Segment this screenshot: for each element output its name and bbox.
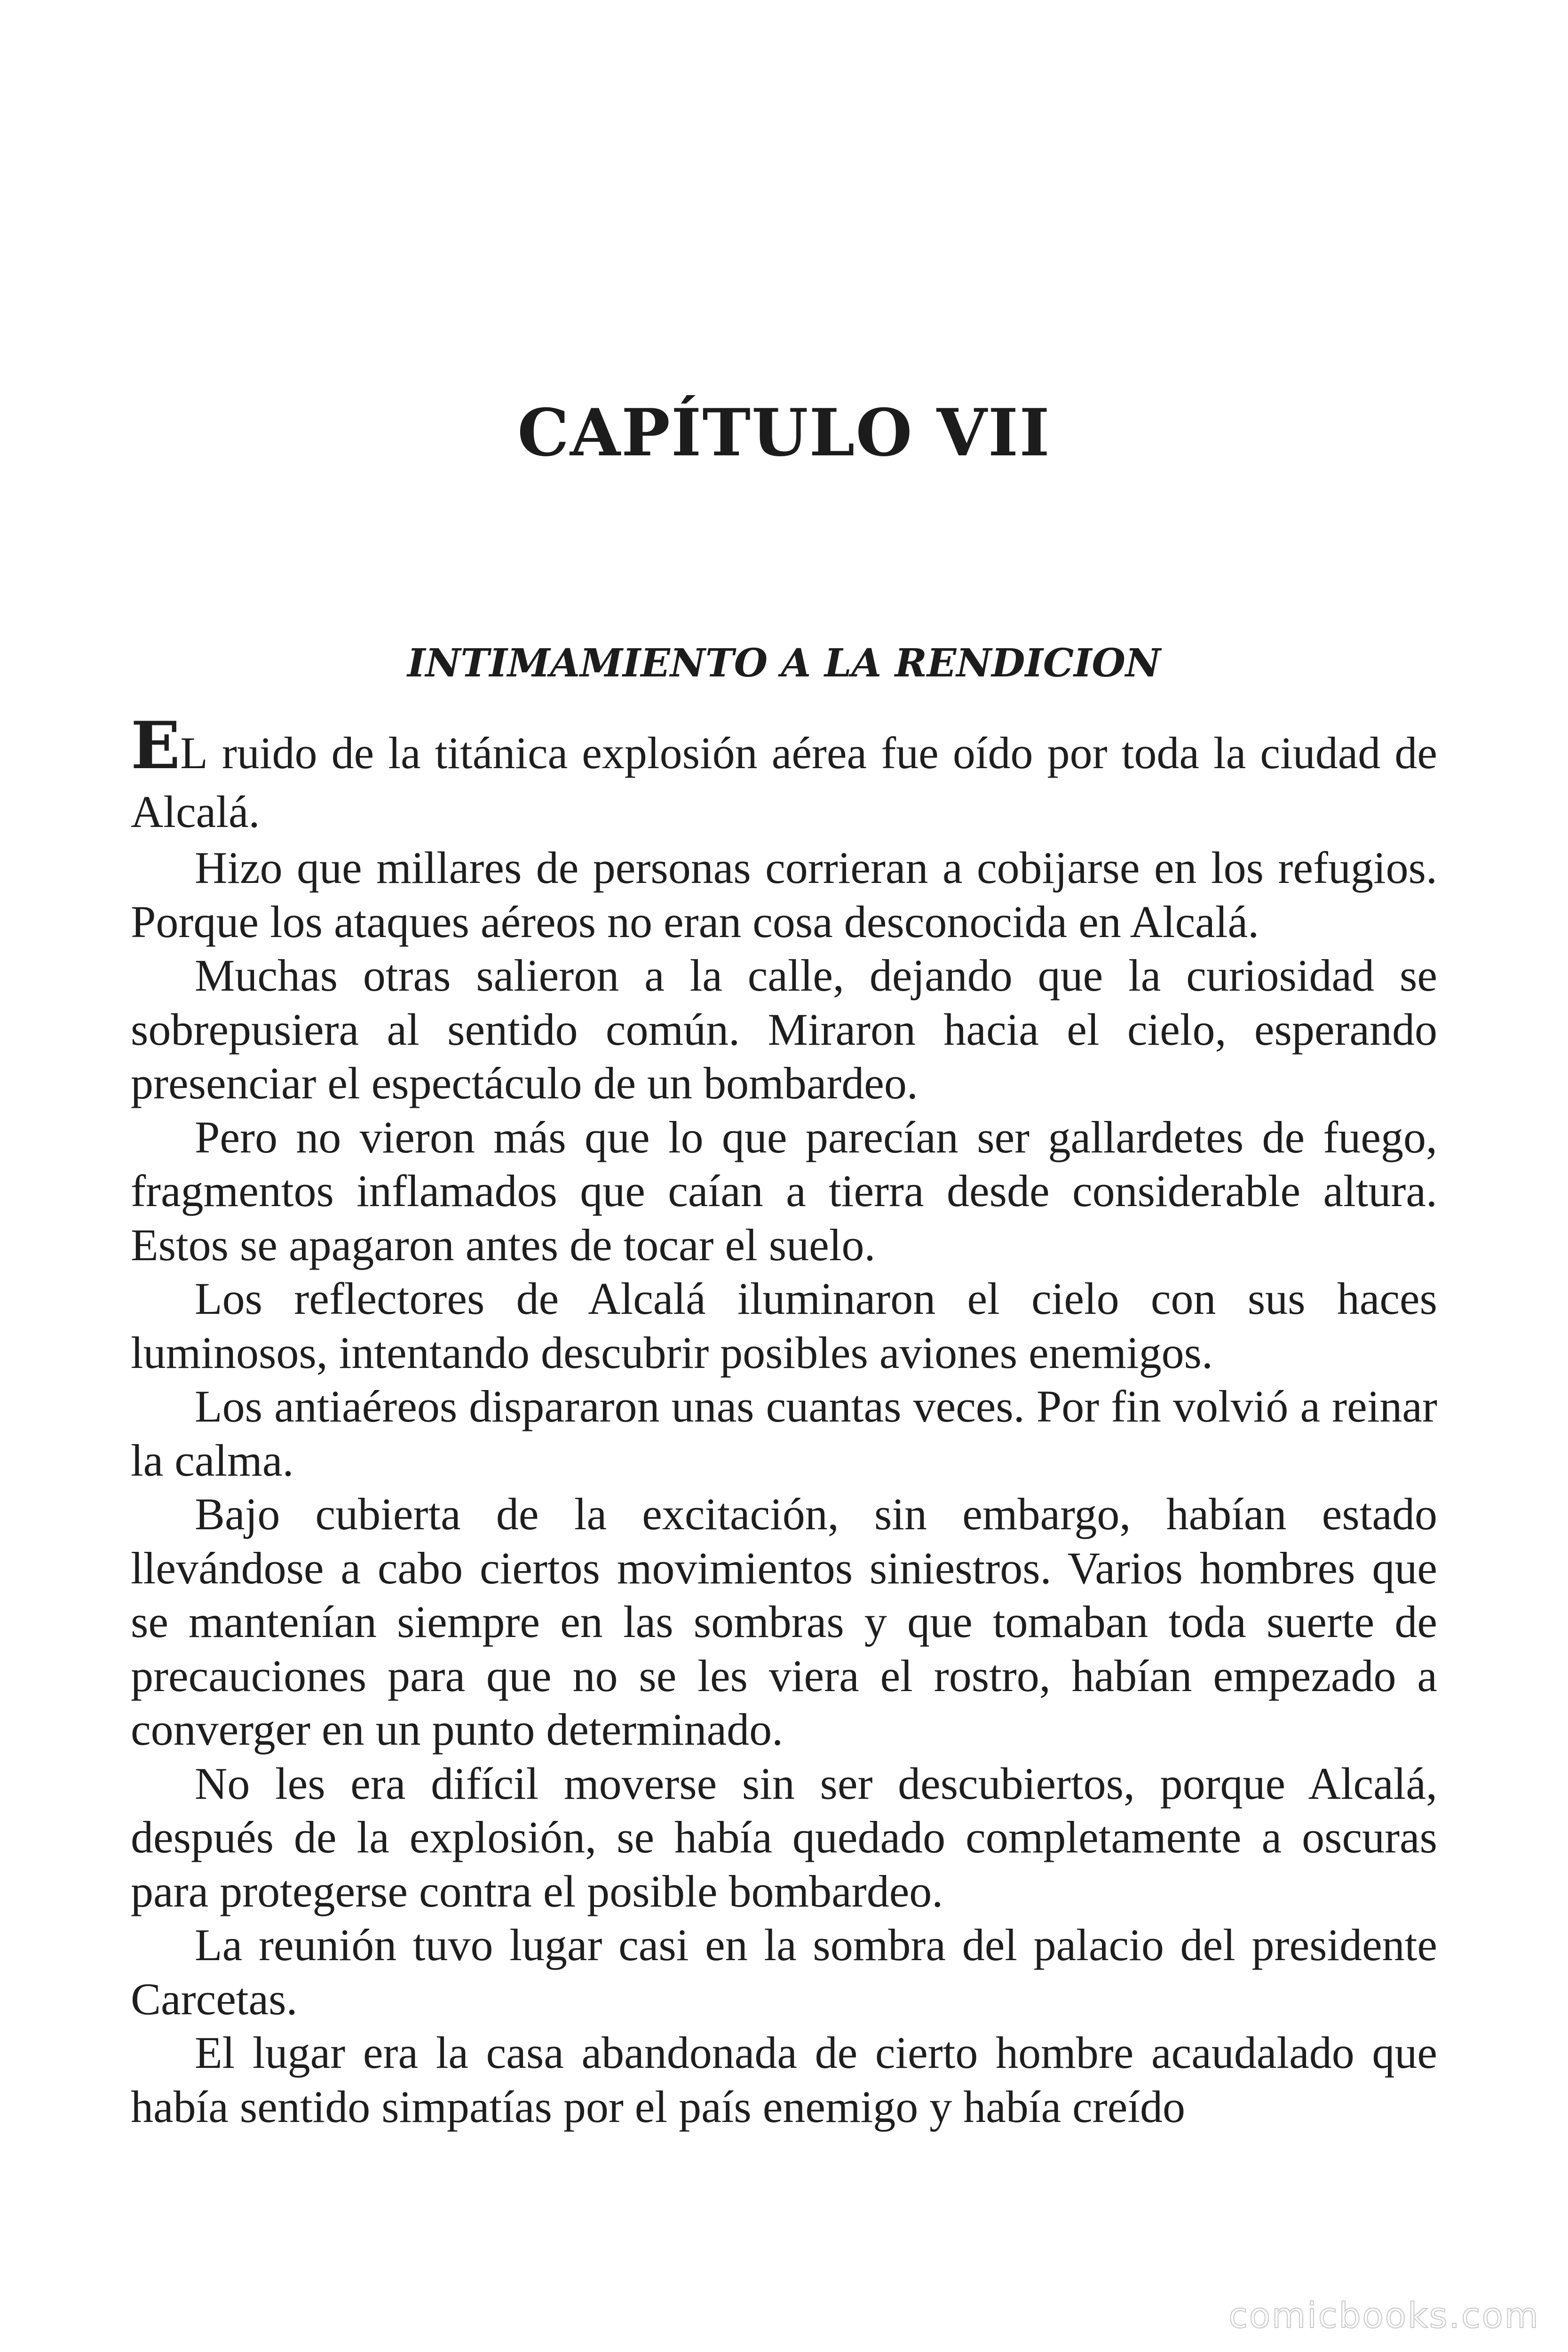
paragraph-3: Muchas otras salieron a la calle, dejando que la curiosidad se sobrepusiera al sentido común. Miraron hacia el cielo, esperando presenciar el espectáculo de un bombardeo. <box>131 950 1437 1108</box>
watermark-logo: comicbooks.com <box>1228 2296 1540 2336</box>
paragraph-7: Bajo cubierta de la excitación, sin embargo, habían estado llevándose a cabo ciertos movimientos siniestros. Varios hombres que se mantenían siempre en las sombras y que tomaban toda suerte de precauciones para que no se les viera el rostro, habían empezado a converger en un punto determinado. <box>131 1489 1437 1755</box>
paragraph-2: Hizo que millares de personas corrieran a cobijarse en los refugios. Porque los ataques aéreos no eran cosa desconocida en Alcalá. <box>131 842 1437 947</box>
paragraph-9: La reunión tuvo lugar casi en la sombra del palacio del presidente Carcetas. <box>131 1920 1437 2024</box>
paragraph-6: Los antiaéreos dispararon unas cuantas veces. Por fin volvió a reinar la calma. <box>131 1381 1437 1486</box>
paragraph-10: El lugar era la casa abandonada de cierto hombre acaudalado que había sentido simpatías por el país enemigo y había creído <box>131 2027 1437 2132</box>
chapter-body <box>131 707 1437 2134</box>
chapter-title: CAPÍTULO VII <box>517 394 1051 471</box>
paragraph-5: Los reflectores de Alcalá iluminaron el cielo con sus haces luminosos, intentando descubrir posibles aviones enemigos. <box>131 1273 1437 1378</box>
paragraph-8: No les era difícil moverse sin ser descubiertos, porque Alcalá, después de la explosión, se había quedado completamente a oscuras para protegerse contra el posible bombardeo. <box>131 1758 1437 1916</box>
chapter-subtitle: INTIMAMIENTO A LA RENDICION <box>407 641 1161 686</box>
paragraph-1-text: ruido de la titánica explosión aérea fue oído por toda la ciudad de Alcalá. <box>131 728 1437 837</box>
drop-cap-continuation: L <box>180 728 208 778</box>
paragraph-1 <box>131 707 1437 841</box>
drop-cap: E <box>131 707 181 784</box>
paragraph-4: Pero no vieron más que lo que parecían ser gallardetes de fuego, fragmentos inflamados que caían a tierra desde considerable altura. Estos se apagaron antes de tocar el suelo. <box>131 1112 1437 1270</box>
